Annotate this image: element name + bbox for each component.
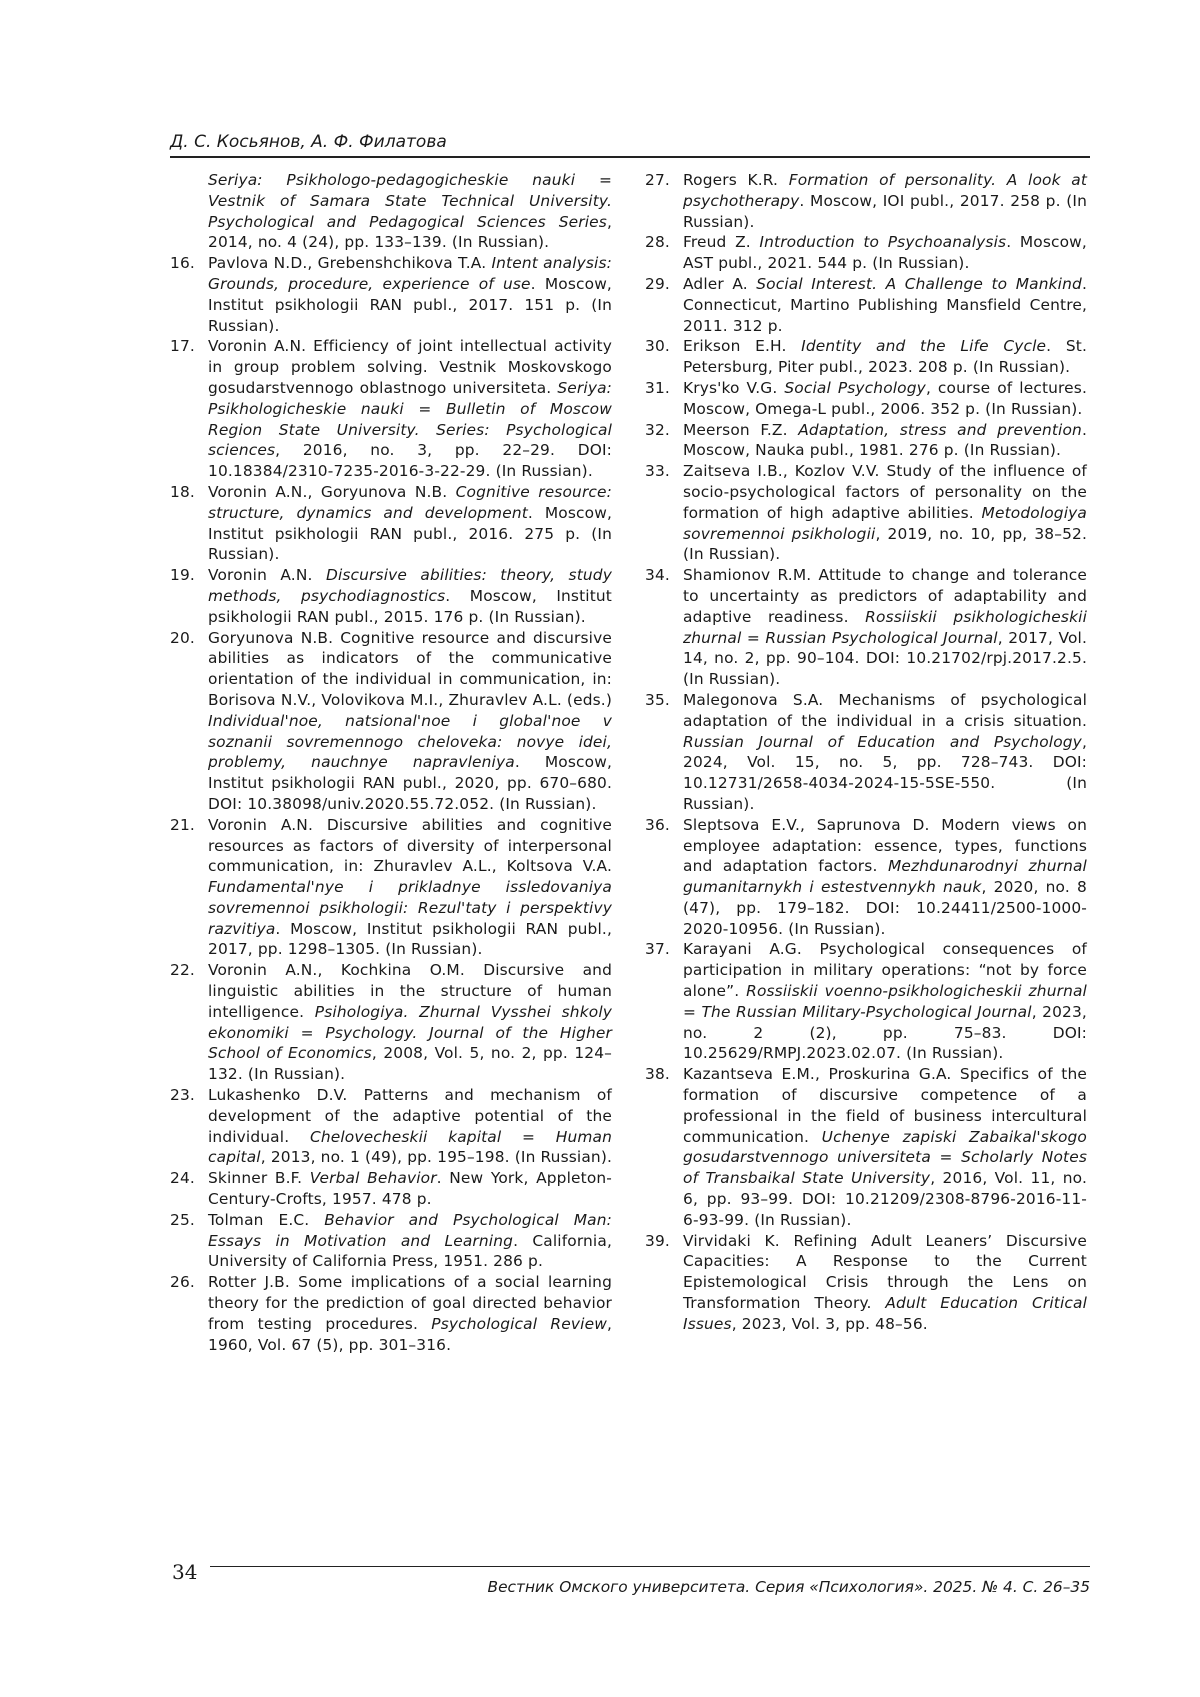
- reference-text: Sleptsova E.V., Saprunova D. Modern views on employee adaptation: essence, types, functions and adaptation factors.: [683, 815, 1087, 876]
- reference-number: 23.: [170, 1086, 195, 1105]
- reference-number: 32.: [645, 420, 670, 439]
- reference-item: [645, 690, 1087, 815]
- reference-item: [645, 170, 1087, 232]
- running-header-authors: Д. С. Косьянов, А. Ф. Филатова: [170, 132, 447, 152]
- reference-item: [170, 960, 612, 1085]
- reference-item: [170, 253, 612, 336]
- reference-text: . Moscow, Nauka publ., 1981. 276 p. (In Russian).: [683, 420, 1087, 460]
- reference-text: . Moscow, Institut psikhologii RAN publ., 2017, pp. 1298–1305. (In Russian).: [208, 919, 612, 959]
- reference-text: . Moscow, Institut psikhologii RAN publ., 2015. 176 p. (In Russian).: [208, 586, 612, 626]
- reference-title: Seriya: Psikhologo-pedagogicheskie nauki = Vestnik of Samara State Technical University. Psychological and Pedagogical Sciences Series: [208, 171, 612, 231]
- reference-title: Individual'noe, natsional'noe i global'noe v soznanii sovremennogo cheloveka: novye idei, problemy, nauchnye napravleniya: [208, 711, 612, 772]
- references-right-column: [645, 170, 1087, 1335]
- reference-number: 16.: [170, 254, 195, 273]
- reference-item: [170, 482, 612, 565]
- reference-title: Verbal Behavior: [309, 1169, 437, 1188]
- reference-item: [645, 232, 1087, 274]
- reference-number: 36.: [645, 815, 670, 834]
- reference-text: , 1960, Vol. 67 (5), pp. 301–316.: [208, 1314, 612, 1354]
- reference-text: Voronin A.N. Discursive abilities and cognitive resources as factors of diversity of interpersonal communication, in: Zhuravlev A.L., Koltsova V.A.: [208, 815, 612, 876]
- reference-number: 19.: [170, 566, 195, 585]
- reference-number: 39.: [645, 1231, 670, 1250]
- reference-text: , 2024, Vol. 15, no. 5, pp. 728–743. DOI: 10.12731/2658-4034-2024-15-5SE-550. (In Russian).: [683, 732, 1087, 813]
- reference-text: . Moscow, IOI publ., 2017. 258 p. (In Russian).: [683, 191, 1087, 231]
- reference-text: Pavlova N.D., Grebenshchikova T.A.: [208, 254, 492, 273]
- reference-title: Social Psychology: [784, 378, 926, 397]
- reference-item: [645, 461, 1087, 565]
- reference-number: 37.: [645, 940, 670, 959]
- footer-divider: [210, 1566, 1090, 1567]
- reference-item: [645, 939, 1087, 1064]
- header-divider: [170, 156, 1090, 158]
- reference-item: [645, 1064, 1087, 1230]
- reference-number: 29.: [645, 274, 670, 293]
- reference-text: Freud Z.: [683, 233, 760, 252]
- reference-item: [645, 815, 1087, 940]
- reference-text: Skinner B.F.: [208, 1169, 310, 1188]
- reference-text: . Moscow, Institut psikhologii RAN publ., 2020, pp. 670–680. DOI: 10.38098/univ.2020.55.72.052. (In Russian).: [208, 753, 612, 813]
- reference-title: Intent analysis: Grounds, procedure, experience of use: [208, 254, 612, 293]
- reference-title: Formation of personality. A look at psychotherapy: [683, 171, 1088, 210]
- reference-text: Meerson F.Z.: [683, 420, 799, 439]
- reference-item: [645, 565, 1087, 690]
- reference-text: . Moscow, Institut psikhologii RAN publ., 2016. 275 p. (In Russian).: [208, 503, 612, 564]
- reference-text: , 2016, no. 3, pp. 22–29. DOI: 10.18384/2310-7235-2016-3-22-29. (In Russian).: [208, 441, 612, 481]
- reference-number: 20.: [170, 628, 195, 647]
- reference-number: 24.: [170, 1169, 195, 1188]
- reference-title: Adaptation, stress and prevention: [798, 420, 1082, 439]
- reference-text: . Moscow, Institut psikhologii RAN publ., 2017. 151 p. (In Russian).: [208, 274, 612, 335]
- reference-title: Identity and the Life Cycle: [801, 337, 1047, 356]
- reference-title: Cognitive resource: structure, dynamics and development: [208, 482, 612, 522]
- reference-number: 34.: [645, 566, 670, 585]
- reference-text: , 2013, no. 1 (49), pp. 195–198. (In Russian).: [260, 1148, 613, 1167]
- reference-text: , 2017, Vol. 14, no. 2, pp. 90–104. DOI: 10.21702/rpj.2017.2.5. (In Russian).: [683, 628, 1087, 689]
- reference-number: 35.: [645, 690, 670, 709]
- reference-item: [170, 336, 612, 482]
- reference-title: Mezhdunarodnyi zhurnal gumanitarnykh i estestvennykh nauk: [683, 857, 1087, 897]
- reference-text: Voronin A.N.: [208, 566, 326, 585]
- reference-title: Seriya: Psikhologicheskie nauki = Bulletin of Moscow Region State University. Series: Psychological sciences: [208, 378, 612, 460]
- reference-text: , 2019, no. 10, pp, 38–52. (In Russian).: [683, 524, 1087, 564]
- reference-number: 21.: [170, 815, 195, 834]
- reference-item: [645, 336, 1087, 378]
- reference-title: Fundamental'nye i prikladnye issledovaniya sovremennoi psikhologii: Rezul'taty i perspektivy razvitiya: [208, 878, 612, 938]
- reference-item: [645, 274, 1087, 336]
- journal-citation: Вестник Омского университета. Серия «Психология». 2025. № 4. С. 26–35: [487, 1578, 1090, 1596]
- reference-title: Rossiiskii psikhologicheskii zhurnal = Russian Psychological Journal: [683, 607, 1087, 647]
- reference-text: . California, University of California Press, 1951. 286 p.: [208, 1231, 612, 1271]
- reference-number: 27.: [645, 171, 670, 189]
- reference-text: Malegonova S.A. Mechanisms of psychological adaptation of the individual in a crisis situation.: [683, 690, 1087, 730]
- reference-text: , 2008, Vol. 5, no. 2, pp. 124–132. (In Russian).: [208, 1044, 612, 1084]
- reference-text: Rotter J.B. Some implications of a social learning theory for the prediction of goal directed behavior from testing procedures.: [208, 1273, 612, 1333]
- reference-text: , course of lectures. Moscow, Omega-L publ., 2006. 352 p. (In Russian).: [683, 378, 1087, 418]
- reference-text: . St. Petersburg, Piter publ., 2023. 208 p. (In Russian).: [683, 337, 1087, 377]
- reference-item: [170, 1085, 612, 1168]
- reference-text: Lukashenko D.V. Patterns and mechanism of development of the adaptive potential of the individual.: [208, 1086, 612, 1146]
- reference-title: Psihologiya. Zhurnal Vysshei shkoly ekonomiki = Psychology. Journal of the Higher School of Economics: [208, 1002, 613, 1063]
- reference-number: 18.: [170, 482, 195, 501]
- reference-text: Erikson E.H.: [683, 337, 802, 356]
- reference-text: Voronin A.N., Kochkina O.M. Discursive and linguistic abilities in the structure of human intelligence.: [208, 961, 612, 1021]
- reference-title: Discursive abilities: theory, study methods, psychodiagnostics: [208, 566, 612, 605]
- reference-item: [170, 1168, 612, 1210]
- reference-text: Rogers K.R.: [683, 171, 789, 189]
- reference-text: Krys'ko V.G.: [683, 378, 785, 397]
- reference-text: Virvidaki K. Refining Adult Leaners’ Discursive Capacities: A Response to the Current Epistemological Crisis through the Lens on Transformation Theory.: [683, 1231, 1087, 1313]
- reference-number: 28.: [645, 233, 670, 252]
- reference-title: Behavior and Psychological Man: Essays in Motivation and Learning: [208, 1210, 612, 1250]
- reference-number: 38.: [645, 1065, 670, 1084]
- reference-item: [645, 378, 1087, 420]
- reference-number: 31.: [645, 378, 670, 397]
- reference-item: [170, 565, 612, 627]
- reference-number: 22.: [170, 961, 195, 980]
- reference-item: [170, 628, 612, 815]
- reference-text: , 2023, no. 2 (2), pp. 75–83. DOI: 10.25629/RMPJ.2023.02.07. (In Russian).: [683, 1002, 1087, 1063]
- reference-title: Adult Education Critical Issues: [683, 1294, 1088, 1333]
- reference-text: Voronin A.N. Efficiency of joint intellectual activity in group problem solving. Vestnik Moskovskogo gosudarstvennogo oblastnogo universiteta.: [208, 337, 612, 397]
- reference-text: Kazantseva E.M., Proskurina G.A. Specifics of the formation of discursive competence of a professional in the field of business intercultural communication.: [683, 1065, 1087, 1146]
- reference-item: [170, 815, 612, 961]
- reference-item: [170, 1272, 612, 1355]
- reference-title: Chelovecheskii kapital = Human capital: [208, 1127, 612, 1167]
- reference-text: . Moscow, AST publ., 2021. 544 p. (In Russian).: [683, 233, 1087, 273]
- reference-item: [645, 420, 1087, 462]
- reference-text: Karayani A.G. Psychological consequences of participation in military operations: “not by force alone”.: [683, 940, 1087, 1001]
- reference-title: Psychological Review: [431, 1314, 607, 1333]
- reference-title: Rossiiskii voenno-psikhologicheskii zhurnal = The Russian Military-Psychological Journal: [683, 982, 1087, 1021]
- reference-text: , 2014, no. 4 (24), pp. 133–139. (In Russian).: [208, 212, 612, 252]
- reference-title: Uchenye zapiski Zabaikal'skogo gosudarstvennogo universiteta = Scholarly Notes of Transbaikal State University: [683, 1127, 1087, 1188]
- reference-number: 33.: [645, 462, 670, 481]
- reference-text: , 2016, Vol. 11, no. 6, pp. 93–99. DOI: 10.21209/2308-8796-2016-11-6-93-99. (In Russian).: [683, 1169, 1087, 1229]
- reference-text: Shamionov R.M. Attitude to change and tolerance to uncertainty as predictors of adaptability and adaptive readiness.: [683, 566, 1087, 626]
- reference-text: , 2023, Vol. 3, pp. 48–56.: [731, 1314, 928, 1333]
- reference-text: , 2020, no. 8 (47), pp. 179–182. DOI: 10.24411/2500-1000-2020-10956. (In Russian).: [683, 878, 1087, 938]
- page-number: 34: [172, 1560, 198, 1584]
- reference-number: 25.: [170, 1210, 195, 1229]
- reference-item: [170, 1210, 612, 1272]
- reference-text: Goryunova N.B. Cognitive resource and discursive abilities as indicators of the communicative orientation of the individual in communication, in: Borisova N.V., Volovikova M.I., Zhuravlev A.L. (eds.): [208, 628, 612, 709]
- reference-title: Introduction to Psychoanalysis: [759, 233, 1007, 252]
- reference-text: Voronin A.N., Goryunova N.B.: [208, 482, 456, 501]
- reference-text: Zaitseva I.B., Kozlov V.V. Study of the influence of socio-psychological factors of personality on the formation of high adaptive abilities.: [683, 462, 1087, 522]
- reference-text: Tolman E.C.: [208, 1210, 325, 1229]
- reference-text: . New York, Appleton-Century-Crofts, 1957. 478 p.: [208, 1169, 612, 1209]
- reference-title: Metodologiya sovremennoi psikhologii: [683, 503, 1087, 543]
- reference-item: [645, 1231, 1087, 1335]
- reference-number: 17.: [170, 337, 195, 356]
- reference-text: Adler A.: [683, 274, 757, 293]
- reference-title: Social Interest. A Challenge to Mankind: [756, 274, 1082, 293]
- reference-number: 30.: [645, 337, 670, 356]
- references-left-column: [170, 170, 612, 1355]
- reference-item: [170, 170, 612, 253]
- reference-text: . Connecticut, Martino Publishing Mansfield Centre, 2011. 312 p.: [683, 274, 1087, 335]
- reference-number: 26.: [170, 1273, 195, 1292]
- reference-title: Russian Journal of Education and Psychology: [683, 732, 1082, 751]
